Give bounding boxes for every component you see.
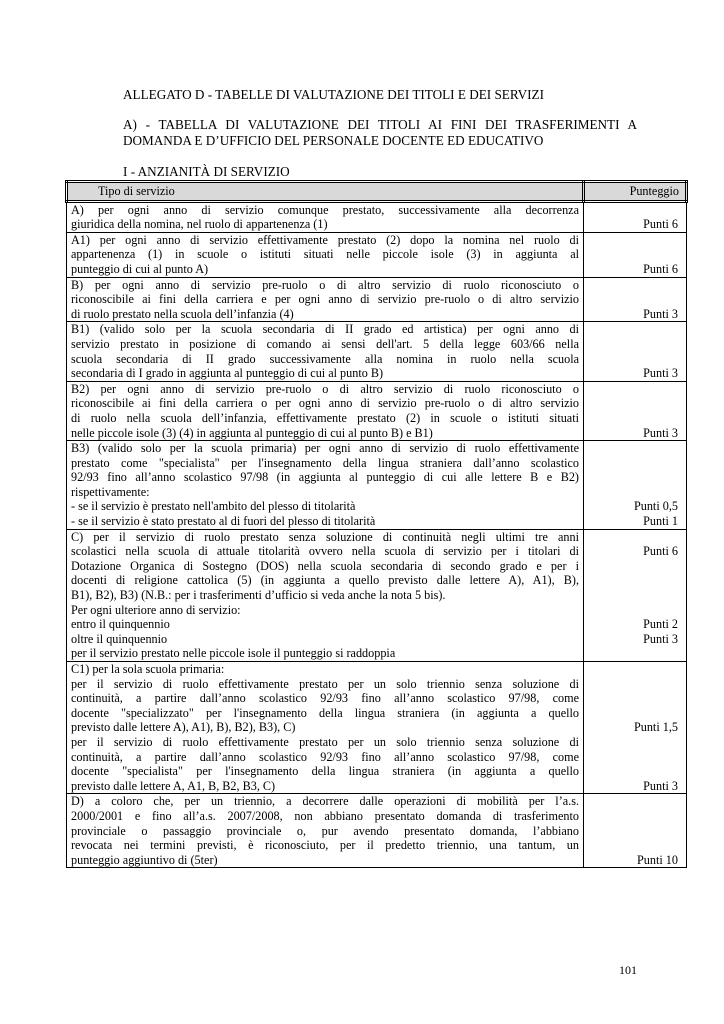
text-line: nelle piccole isole (3) (4) in aggiunta al punteggio di cui al punto B) e B1) [71,425,433,440]
text-line: di ruolo nella scuola dell’infanzia, effettivamente prestato (2) in scuole o istituti situati [71,410,579,425]
page-number: 101 [619,963,637,977]
valutazione-table [65,180,688,868]
text-line: docente "specialista" per l'insegnamento della lingua straniera (in aggiunta a quello [71,764,579,779]
text-line: rispettivamente: [71,484,150,499]
points-value: Punti 6 [643,544,678,559]
column-header-punteggio: Punteggio [584,182,687,202]
table-row [67,794,687,868]
points-value: Punti 1 [643,514,678,529]
points-value: Punti 1,5 [633,720,678,735]
text-line: B2) per ogni anno di servizio pre-ruolo o di altro servizio di ruolo riconosciuto o [71,381,579,396]
text-line: per il servizio prestato nelle piccole isole il punteggio si raddoppia [71,646,396,661]
text-line: riconoscibile ai fini della carriera e per ogni anno di servizio pre-ruolo o di altro servizio [71,292,579,307]
text-line: C) per il servizio di ruolo prestato senza soluzione di continuità negli ultimi tre anni [71,529,579,544]
row-description [67,277,584,322]
row-description [67,794,584,868]
text-line: di ruolo prestato nella scuola dell’infanzia (4) [71,306,294,321]
text-line: continuità, a partire dall’anno scolastico 92/93 fino all’anno scolastico 97/98, come [71,691,579,706]
row-points [584,662,687,794]
points-value: Punti 2 [643,617,678,632]
points-value: Punti 10 [637,852,678,867]
table-row [67,277,687,322]
points-value: Punti 0,5 [633,499,678,514]
table-row [67,529,687,661]
row-description [67,529,584,661]
text-line: B) per ogni anno di servizio pre-ruolo o di altro servizio di ruolo riconosciuto o [71,277,579,292]
row-description [67,232,584,277]
text-line: revocata nei termini previsti, è riconosciuto, per il predetto triennio, una tantum, un [71,838,579,853]
row-points [584,441,687,530]
text-line: appartenenza (1) in scuole o istituti situati nelle piccole isole (3) in aggiunta al [71,247,579,262]
text-line: giuridica della nomina, nel ruolo di appartenenza (1) [71,217,328,232]
text-line: entro il quinquennio [71,617,170,632]
text-line: per il servizio di ruolo effettivamente prestato per un solo triennio senza soluzione di [71,734,579,749]
row-description [67,201,584,232]
column-header-tipo: Tipo di servizio [67,182,584,202]
points-value: Punti 3 [643,306,678,321]
row-description [67,441,584,530]
allegato-title: ALLEGATO D - TABELLE DI VALUTAZIONE DEI TITOLI E DEI SERVIZI [123,87,544,102]
row-points [584,529,687,661]
row-points [584,794,687,868]
text-line: provinciale o passaggio provinciale o, pur avendo presentato domanda, l’abbiano [71,823,579,838]
text-line: B3) (valido solo per la scuola primaria) per ogni anno di servizio di ruolo effettivamente [71,441,579,456]
text-line: Per ogni ulteriore anno di servizio: [71,602,241,617]
points-value: Punti 3 [643,778,678,793]
text-line: C1) per la sola scuola primaria: [71,662,225,676]
text-line: docente "specializzato" per l'insegnamento della lingua straniera (in aggiunta a quello [71,705,579,720]
table-row [67,322,687,381]
points-value: Punti 6 [643,261,678,276]
text-line: Dotazione Organica di Sostegno (DOS) nella scuola secondaria di secondo grado e per i [71,558,579,573]
row-description [67,662,584,794]
text-line: riconoscibile ai fini della carriera o per ogni anno di servizio pre-ruolo o di altro servizio [71,396,579,411]
text-line: B1) (valido solo per la scuola secondaria di II grado ed artistica) per ogni anno di [71,322,579,337]
row-description [67,381,584,440]
row-points [584,381,687,440]
text-line: continuità, a partire dall’anno scolastico 92/93 fino all’anno scolastico 97/98, come [71,749,579,764]
text-line: 92/93 fino all’anno scolastico 97/98 (in aggiunta al punteggio di cui alle lettere B e B2) [71,470,579,485]
points-value: Punti 6 [643,217,678,232]
row-points [584,201,687,232]
points-value: Punti 3 [643,366,678,381]
text-line: punteggio aggiuntivo di (5ter) [71,852,218,867]
table-row [67,381,687,440]
row-points [584,322,687,381]
tabella-a-title: A) - TABELLA DI VALUTAZIONE DEI TITOLI AI FINI DEI TRASFERIMENTI A DOMANDA E D’UFFICIO DEL PERSONALE DOCENTE ED EDUCATIVO [123,117,637,148]
text-line: B1), B2), B3) (N.B.: per i trasferimenti d’ufficio si veda anche la nota 5 bis). [71,588,446,603]
table-header-row [67,182,687,202]
text-line: per il servizio di ruolo effettivamente prestato per un solo triennio senza soluzione di [71,676,579,691]
text-line: 2000/2001 e fino all’a.s. 2007/2008, non abbiano presentato domanda di trasferimento [71,808,579,823]
text-line: servizio prestato in posizione di comando ai sensi dell'art. 5 della legge 603/66 nella [71,336,579,351]
text-line: secondaria di I grado in aggiunta al punteggio di cui al punto B) [71,366,384,381]
table-row [67,201,687,232]
row-points [584,277,687,322]
text-line: previsto dalle lettere A, A1, B, B2, B3, C) [71,778,276,793]
text-line: docenti di religione cattolica (5) (in aggiunta a quello previsto dalle lettere A), A1), B), [71,573,579,588]
text-line: - se il servizio è prestato nell'ambito del plesso di titolarità [71,499,356,514]
text-line: - se il servizio è stato prestato al di fuori del plesso di titolarità [71,514,376,529]
text-line: scolastici nella scuola di attuale titolarità ovvero nella scuola di servizio per i titolari di [71,544,579,559]
row-description [67,322,584,381]
points-value: Punti 3 [643,631,678,646]
table-row [67,662,687,794]
text-line: punteggio di cui al punto A) [71,261,209,276]
row-points [584,232,687,277]
text-line: previsto dalle lettere A), A1), B), B2), B3), C) [71,720,296,735]
text-line: D) a coloro che, per un triennio, a decorrere dalle operazioni di mobilità per l’a.s. [71,794,579,809]
section-title: I - ANZIANITÀ DI SERVIZIO [123,164,290,179]
text-line: scuola secondaria di II grado successivamente alla nomina in ruolo nella scuola [71,351,579,366]
text-line: prestato come "specialista" per l'insegnamento della lingua straniera dall’anno scolastico [71,455,579,470]
text-line: oltre il quinquennio [71,631,168,646]
table-row [67,232,687,277]
points-value: Punti 3 [643,425,678,440]
table-row [67,441,687,530]
text-line: A1) per ogni anno di servizio effettivamente prestato (2) dopo la nomina nel ruolo di [71,232,579,247]
text-line: A) per ogni anno di servizio comunque prestato, successivamente alla decorrenza [71,202,579,217]
